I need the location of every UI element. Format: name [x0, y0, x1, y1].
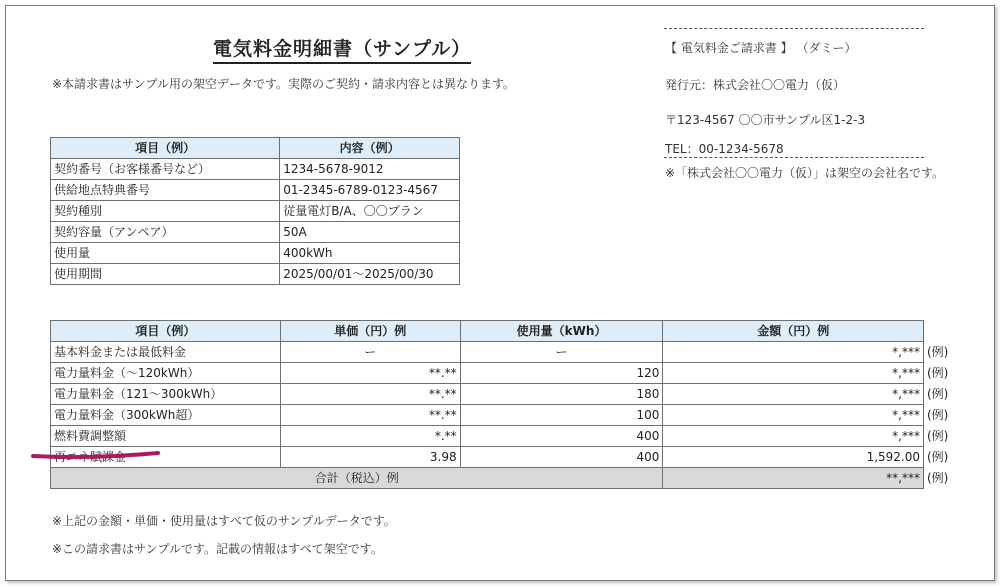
- contract-item: 供給地点特典番号: [51, 180, 280, 201]
- charges-header-item: 項目（例）: [51, 321, 281, 342]
- contract-value: 01-2345-6789-0123-4567: [280, 180, 460, 201]
- table-row: [51, 201, 460, 222]
- contract-header-item: 項目（例）: [51, 138, 280, 159]
- charge-unit: **.**: [280, 363, 460, 384]
- contract-header-row: [51, 138, 460, 159]
- table-row: [51, 342, 968, 363]
- issuer-top-rule: [664, 28, 924, 29]
- charge-qty: 120: [460, 363, 663, 384]
- contract-value: 2025/00/01～2025/00/30: [280, 264, 460, 285]
- charge-item: 電力量料金（300kWh超）: [51, 405, 281, 426]
- total-row: [51, 468, 968, 489]
- total-amount: **,***: [663, 468, 924, 489]
- charge-qty: 400: [460, 447, 663, 468]
- contract-item: 契約容量（アンペア）: [51, 222, 280, 243]
- issuer-label: 【 電気料金ご請求書 】 （ダミー）: [665, 41, 857, 55]
- charge-item: 再エネ賦課金: [51, 447, 281, 468]
- charge-item: 電力量料金（～120kWh）: [51, 363, 281, 384]
- table-row: [51, 243, 460, 264]
- table-row: [51, 405, 968, 426]
- issuer-address: 〒123-4567 〇〇市サンプル区1-2-3: [665, 113, 866, 127]
- charges-header-row: [51, 321, 968, 342]
- charge-note: (例): [927, 450, 949, 464]
- charge-unit: **.**: [280, 405, 460, 426]
- charge-unit: *.**: [280, 426, 460, 447]
- charge-amount: *,***: [663, 363, 924, 384]
- charge-qty: ー: [460, 342, 663, 363]
- charge-amount: *,***: [663, 384, 924, 405]
- contract-table: [50, 137, 460, 285]
- contract-item: 使用期間: [51, 264, 280, 285]
- charge-note: (例): [927, 408, 949, 422]
- charge-unit: ー: [280, 342, 460, 363]
- charges-header-amount: 金額（円）例: [663, 321, 924, 342]
- contract-item: 使用量: [51, 243, 280, 264]
- charges-table: [50, 320, 968, 489]
- table-row: [51, 447, 968, 468]
- charge-qty: 100: [460, 405, 663, 426]
- table-row: [51, 159, 460, 180]
- issuer-tel: TEL：00-1234-5678: [665, 142, 784, 156]
- charge-amount: 1,592.00: [663, 447, 924, 468]
- charge-note: (例): [927, 429, 949, 443]
- table-row: [51, 180, 460, 201]
- contract-item: 契約番号（お客様番号など）: [51, 159, 280, 180]
- contract-item: 契約種別: [51, 201, 280, 222]
- contract-value: 50A: [280, 222, 460, 243]
- charges-header-unit: 単価（円）例: [280, 321, 460, 342]
- total-label: 合計（税込）例: [51, 468, 663, 489]
- contract-value: 400kWh: [280, 243, 460, 264]
- issuer-note: ※「株式会社〇〇電力（仮）」は架空の会社名です。: [665, 166, 945, 180]
- footer-note-1: ※上記の金額・単価・使用量はすべて仮のサンプルデータです。: [52, 514, 396, 528]
- charge-amount: *,***: [663, 342, 924, 363]
- contract-value: 1234-5678-9012: [280, 159, 460, 180]
- table-row: [51, 222, 460, 243]
- table-row: [51, 384, 968, 405]
- charge-note: (例): [927, 366, 949, 380]
- table-row: [51, 264, 460, 285]
- footer-note-2: ※この請求書はサンプルです。記載の情報はすべて架空です。: [52, 542, 383, 556]
- charge-amount: *,***: [663, 426, 924, 447]
- highlight-underline: [30, 448, 170, 462]
- charge-note: (例): [927, 387, 949, 401]
- charge-qty: 400: [460, 426, 663, 447]
- charge-note: (例): [927, 345, 949, 359]
- charge-item: 電力量料金（121～300kWh）: [51, 384, 281, 405]
- disclaimer-text: ※本請求書はサンプル用の架空データです。実際のご契約・請求内容とは異なります。: [52, 77, 516, 91]
- charge-unit: **.**: [280, 384, 460, 405]
- table-row: [51, 363, 968, 384]
- total-note: (例): [927, 471, 949, 485]
- charge-qty: 180: [460, 384, 663, 405]
- charge-item: 燃料費調整額: [51, 426, 281, 447]
- charge-unit: 3.98: [280, 447, 460, 468]
- issuer-company: 発行元：株式会社〇〇電力（仮）: [665, 78, 846, 92]
- contract-value: 従量電灯B/A、〇〇プラン: [280, 201, 460, 222]
- contract-header-content: 内容（例）: [280, 138, 460, 159]
- table-row: [51, 426, 968, 447]
- note-spacer: [924, 321, 968, 342]
- page-title: 電気料金明細書（サンプル）: [213, 34, 471, 64]
- charge-amount: *,***: [663, 405, 924, 426]
- charge-item: 基本料金または最低料金: [51, 342, 281, 363]
- issuer-bottom-rule: [664, 157, 924, 158]
- charges-header-qty: 使用量（kWh）: [460, 321, 663, 342]
